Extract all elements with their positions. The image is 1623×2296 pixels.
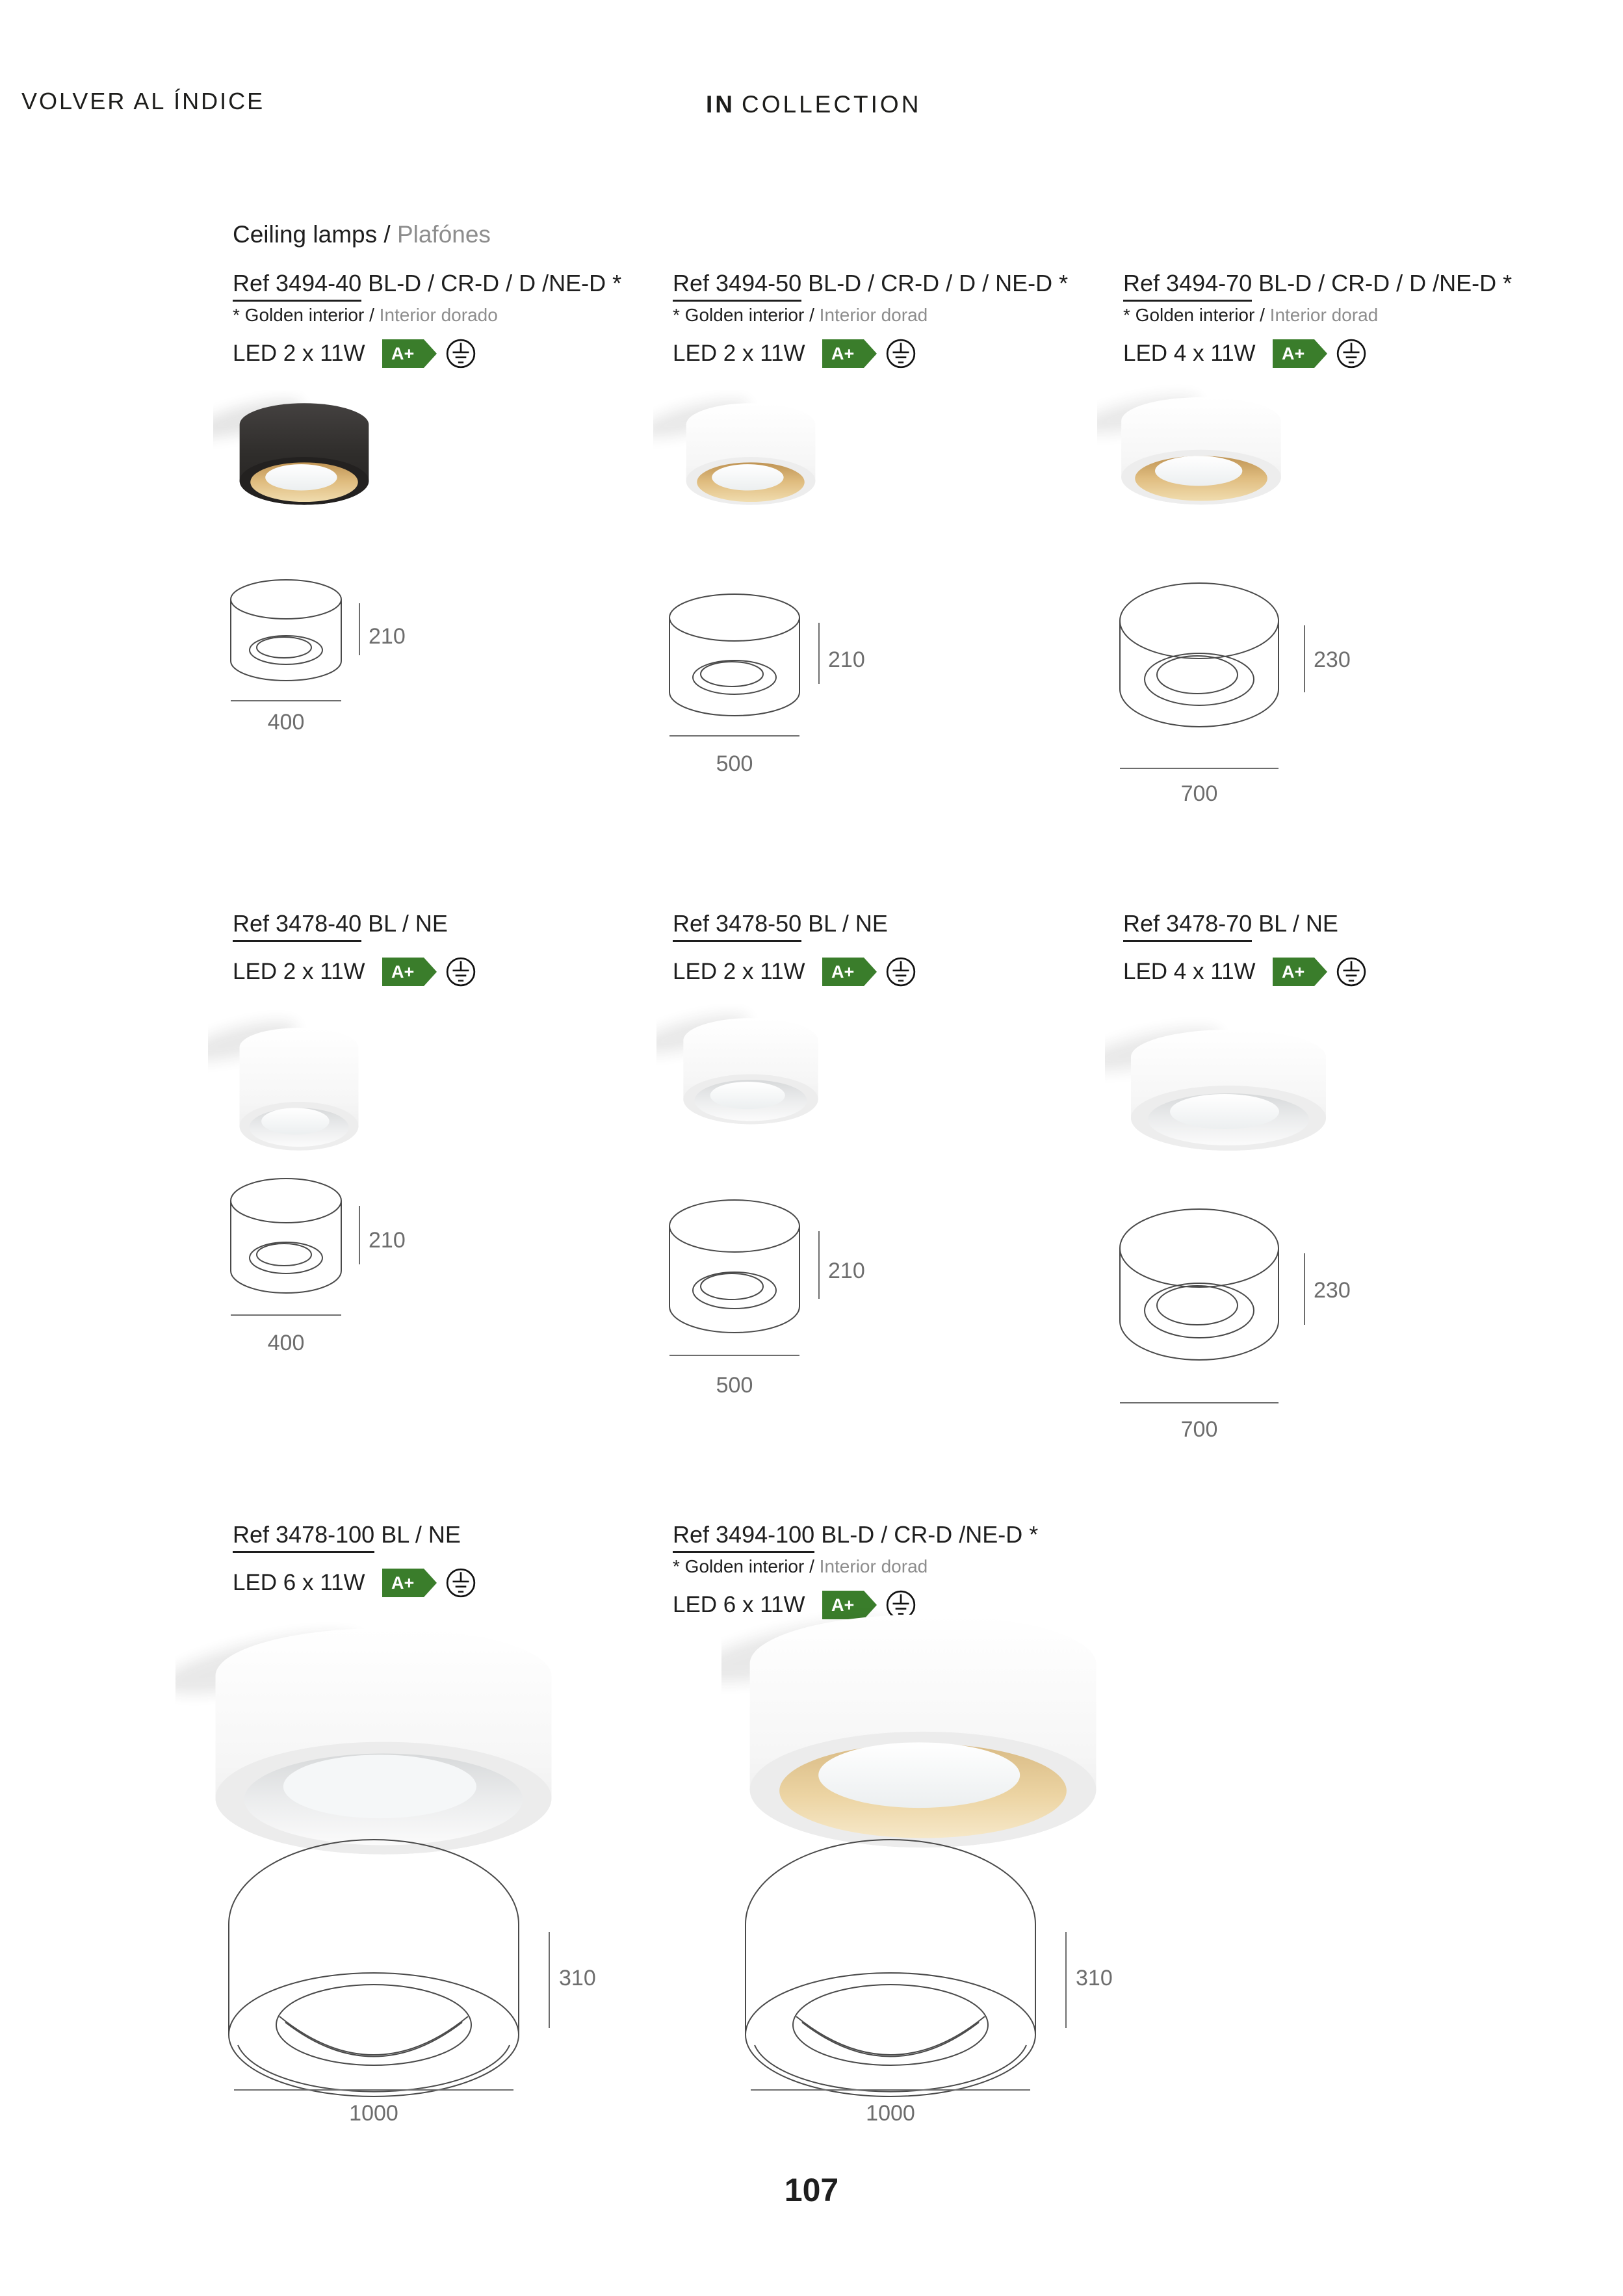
width-dimension: 500: [716, 1373, 753, 1398]
product-ref: Ref 3494-50: [673, 270, 801, 302]
earth-ground-icon: [445, 337, 477, 370]
dimension-diagram: [224, 1167, 432, 1362]
product-card-3478-40: [233, 910, 675, 1355]
energy-label-icon: A+: [382, 339, 424, 368]
width-dimension: 500: [716, 751, 753, 776]
back-to-index-link[interactable]: VOLVER AL ÍNDICE: [21, 88, 265, 114]
product-note-es: Interior dorad: [819, 305, 928, 325]
product-card-3478-100: [233, 1521, 675, 2126]
product-ref: Ref 3478-70: [1123, 910, 1252, 942]
product-led-spec: LED 4 x 11W: [1123, 959, 1256, 984]
energy-label-icon: A+: [1273, 339, 1314, 368]
product-card-3478-50: [673, 910, 1115, 1398]
product-note: [1123, 305, 1378, 326]
product-note-en: * Golden interior /: [1123, 305, 1265, 325]
product-ref-line: [673, 910, 888, 937]
product-photo-black-gold: [213, 390, 395, 540]
product-ref-line: [673, 270, 1068, 297]
product-led-row: [673, 337, 917, 370]
product-finishes: BL / NE: [381, 1521, 461, 1548]
earth-ground-icon: [885, 956, 917, 988]
product-finishes: BL / NE: [1258, 910, 1338, 937]
product-led-spec: LED 6 x 11W: [673, 1592, 805, 1617]
height-dimension: 230: [1314, 1278, 1351, 1303]
product-led-row: [233, 337, 477, 370]
product-led-spec: LED 2 x 11W: [673, 959, 805, 984]
product-ref: Ref 3478-50: [673, 910, 801, 942]
dimension-diagram: [1115, 559, 1362, 819]
product-card-3494-40: [233, 270, 675, 735]
height-dimension: 210: [369, 1228, 406, 1253]
dimension-diagram: [731, 1820, 1121, 2126]
product-led-row: [233, 1567, 477, 1599]
height-dimension: 230: [1314, 647, 1351, 672]
product-ref-line: [673, 1521, 1038, 1548]
product-led-row: [233, 956, 477, 988]
height-dimension: 210: [369, 624, 406, 649]
width-dimension: 1000: [866, 2101, 915, 2126]
product-card-3494-70: [1123, 270, 1565, 806]
product-note: [233, 305, 498, 326]
product-note-es: Interior dorad: [819, 1556, 928, 1576]
product-led-spec: LED 2 x 11W: [233, 341, 365, 366]
earth-ground-icon: [1335, 956, 1368, 988]
earth-ground-icon: [885, 337, 917, 370]
product-led-spec: LED 4 x 11W: [1123, 341, 1256, 366]
energy-label-icon: A+: [822, 1591, 864, 1619]
height-dimension: 210: [828, 647, 865, 672]
product-ref: Ref 3494-40: [233, 270, 361, 302]
product-card-3478-70: [1123, 910, 1565, 1442]
earth-ground-icon: [1335, 337, 1368, 370]
product-card-3494-50: [673, 270, 1115, 776]
dimension-diagram: [1115, 1183, 1362, 1456]
width-dimension: 400: [267, 1331, 305, 1355]
product-finishes: BL-D / CR-D / D /NE-D *: [368, 270, 622, 296]
section-title-en: Ceiling lamps /: [233, 221, 391, 248]
product-photo-white-gold: [653, 390, 848, 540]
earth-ground-icon: [445, 956, 477, 988]
energy-label-icon: A+: [822, 339, 864, 368]
dimension-diagram: [663, 585, 877, 780]
dimension-diagram: [663, 1190, 877, 1411]
product-ref: Ref 3478-100: [233, 1521, 374, 1553]
energy-label-icon: A+: [1273, 958, 1314, 986]
width-dimension: 700: [1180, 781, 1218, 806]
energy-label-icon: A+: [382, 958, 424, 986]
width-dimension: 1000: [349, 2101, 398, 2126]
width-dimension: 400: [267, 710, 305, 735]
product-led-spec: LED 6 x 11W: [233, 1570, 365, 1595]
product-finishes: BL / NE: [808, 910, 888, 937]
page-number: 107: [784, 2172, 839, 2208]
product-note-es: Interior dorad: [1269, 305, 1379, 325]
product-card-3494-100: [673, 1521, 1115, 2126]
product-finishes: BL-D / CR-D / D / NE-D *: [808, 270, 1069, 296]
collection-title-bold: IN: [706, 91, 735, 118]
product-ref-line: [1123, 910, 1338, 937]
product-led-row: [1123, 956, 1368, 988]
collection-title-rest: COLLECTION: [742, 91, 922, 118]
product-note-en: * Golden interior /: [673, 1556, 814, 1576]
product-note: [673, 305, 928, 326]
dimension-diagram: [224, 572, 432, 735]
product-photo-white-gold: [1097, 384, 1305, 540]
product-note-en: * Golden interior /: [673, 305, 814, 325]
height-dimension: 310: [1076, 1966, 1113, 1990]
product-ref: Ref 3478-40: [233, 910, 361, 942]
product-finishes: BL-D / CR-D /NE-D *: [821, 1521, 1039, 1548]
height-dimension: 310: [559, 1966, 596, 1990]
product-note: [673, 1556, 928, 1577]
product-ref-line: [233, 270, 621, 297]
energy-label-icon: A+: [822, 958, 864, 986]
product-led-row: [673, 956, 917, 988]
section-title-es: Plafónes: [396, 221, 491, 248]
product-ref-line: [233, 1521, 461, 1548]
product-led-spec: LED 2 x 11W: [233, 959, 365, 984]
energy-label-icon: A+: [382, 1569, 424, 1597]
product-note-es: Interior dorado: [379, 305, 498, 325]
earth-ground-icon: [445, 1567, 477, 1599]
section-title: [233, 221, 491, 248]
product-ref: Ref 3494-100: [673, 1521, 814, 1553]
product-led-spec: LED 2 x 11W: [673, 341, 805, 366]
product-photo-white: [656, 1004, 845, 1160]
product-led-row: [1123, 337, 1368, 370]
product-ref: Ref 3494-70: [1123, 270, 1252, 302]
product-ref-line: [1123, 270, 1512, 297]
product-finishes: BL-D / CR-D / D /NE-D *: [1258, 270, 1513, 296]
collection-title: [706, 91, 921, 118]
width-dimension: 700: [1180, 1417, 1218, 1442]
product-finishes: BL / NE: [368, 910, 448, 937]
product-note-en: * Golden interior /: [233, 305, 374, 325]
product-ref-line: [233, 910, 448, 937]
height-dimension: 210: [828, 1259, 865, 1283]
product-photo-white: [1105, 1014, 1352, 1183]
dimension-diagram: [214, 1820, 604, 2126]
